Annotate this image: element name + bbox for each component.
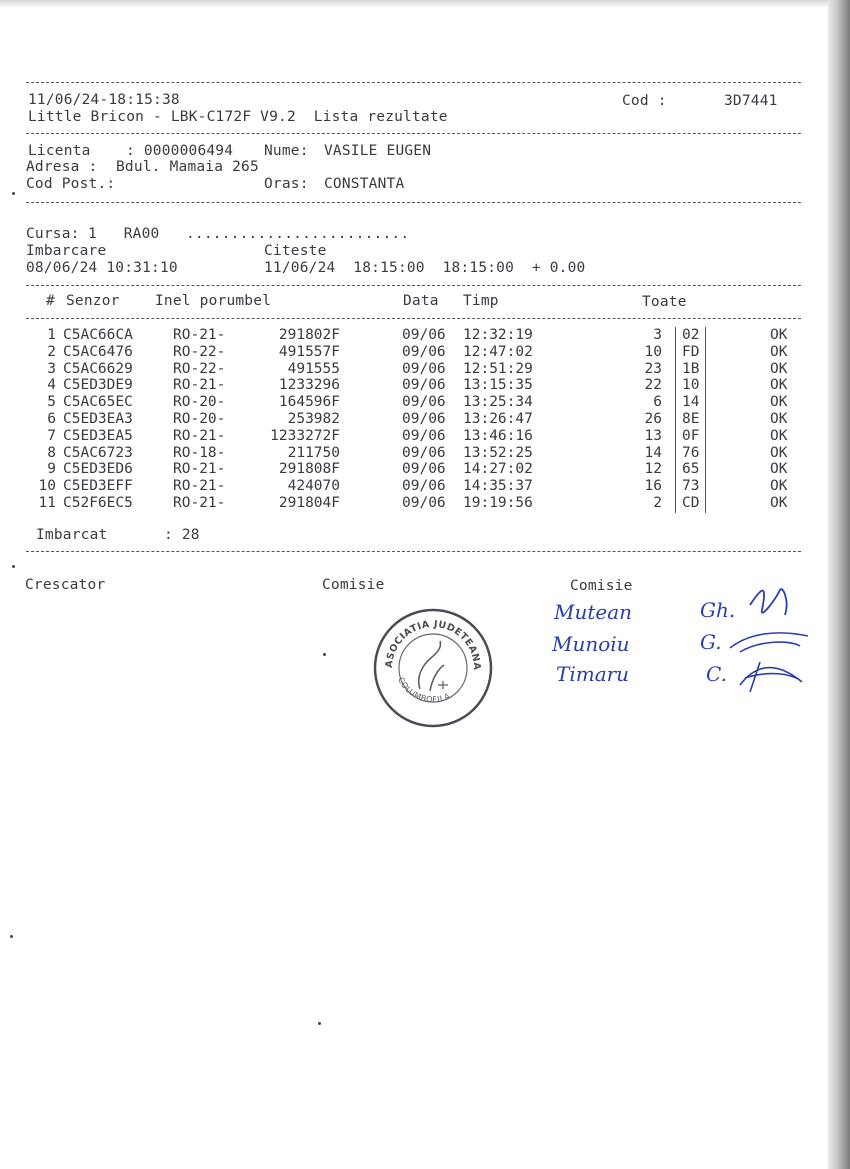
- row-number: 3: [47, 360, 56, 377]
- row-date: 09/06: [402, 427, 446, 444]
- row-senzor: C5AC6723: [63, 444, 133, 461]
- row-time: 13:52:25: [463, 444, 533, 461]
- row-number: 1: [47, 327, 56, 343]
- citeste-label: Citeste: [264, 243, 327, 259]
- row-time: 12:47:02: [463, 343, 533, 360]
- row-count: 3: [653, 327, 662, 343]
- row-senzor: C52F6EC5: [63, 495, 133, 511]
- imbarcare-label: Imbarcare: [26, 243, 107, 259]
- row-count: 16: [644, 478, 662, 495]
- nume-label: Nume:: [264, 143, 309, 159]
- table-row: [0, 428, 850, 445]
- row-senzor: C5AC6629: [63, 360, 133, 377]
- row-region: RO-18-: [173, 444, 226, 461]
- cursa-value: 1 RA00: [88, 226, 160, 242]
- imbarcat-label: Imbarcat: [36, 527, 108, 543]
- col-header-number: #: [46, 293, 55, 309]
- row-count: 6: [653, 394, 662, 411]
- row-time: 14:27:02: [463, 461, 533, 478]
- comisie-label-1: Comisie: [322, 577, 385, 593]
- row-date: 09/06: [402, 394, 446, 411]
- row-count: 2: [653, 495, 662, 511]
- row-date: 09/06: [402, 478, 446, 495]
- row-inel: 291804F: [278, 495, 340, 511]
- row-region: RO-22-: [173, 343, 226, 360]
- table-row: [0, 478, 850, 495]
- signature-initial-1: Gh.: [700, 598, 736, 622]
- comisie-label-2: Comisie: [570, 578, 633, 594]
- signature-name-3: Timaru: [556, 662, 630, 686]
- imbarcare-value: 08/06/24 10:31:10: [26, 260, 178, 276]
- row-date: 09/06: [402, 461, 446, 478]
- row-count: 14: [644, 444, 662, 461]
- row-code: 14: [682, 394, 700, 411]
- row-status: OK: [770, 495, 788, 511]
- row-inel: 424070: [287, 478, 340, 495]
- row-inel: 211750: [287, 444, 340, 461]
- table-row: [0, 495, 850, 512]
- table-row: [0, 327, 850, 344]
- row-number: 10: [38, 478, 56, 495]
- row-region: RO-21-: [173, 377, 226, 394]
- row-time: 13:15:35: [463, 377, 533, 394]
- separator-fancier: [26, 202, 801, 203]
- table-row: [0, 361, 850, 378]
- citeste-value: 11/06/24 18:15:00 18:15:00 + 0.00: [264, 260, 586, 276]
- row-status: OK: [770, 427, 788, 444]
- row-number: 5: [47, 394, 56, 411]
- row-number: 6: [47, 411, 56, 427]
- col-header-toate: Toate: [642, 294, 687, 310]
- licenta-label: Licenta: [28, 143, 91, 159]
- row-code: 76: [682, 444, 700, 461]
- table-row: [0, 377, 850, 394]
- row-senzor: C5AC65EC: [63, 394, 133, 411]
- report-datetime: 11/06/24-18:15:38: [28, 92, 180, 108]
- table-row: [0, 411, 850, 428]
- row-code: 8E: [682, 411, 700, 427]
- row-status: OK: [770, 343, 788, 360]
- row-code: 73: [682, 478, 700, 495]
- col-header-data: Data: [403, 293, 439, 309]
- row-inel: 253982: [287, 411, 340, 427]
- row-date: 09/06: [402, 343, 446, 360]
- separator-summary: [26, 551, 801, 552]
- signature-initial-2: G.: [700, 630, 722, 654]
- row-time: 12:32:19: [463, 327, 533, 343]
- scan-speck: [323, 653, 326, 656]
- row-senzor: C5AC66CA: [63, 327, 133, 343]
- row-region: RO-21-: [173, 461, 226, 478]
- cod-value: 3D7441: [724, 93, 778, 109]
- row-count: 23: [644, 360, 662, 377]
- oras-label: Oras:: [264, 176, 309, 192]
- licenta-value: : 0000006494: [126, 143, 234, 159]
- cursa-dots: .........................: [186, 226, 410, 242]
- row-senzor: C5ED3ED6: [63, 461, 133, 478]
- row-date: 09/06: [402, 377, 446, 394]
- row-time: 13:46:16: [463, 427, 533, 444]
- svg-text:COLUMBOFILA: COLUMBOFILA: [396, 675, 452, 705]
- row-region: RO-21-: [173, 478, 226, 495]
- row-status: OK: [770, 394, 788, 411]
- page-right-edge: [828, 0, 850, 1169]
- row-region: RO-21-: [173, 495, 226, 511]
- scan-speck: [12, 565, 15, 568]
- table-row: [0, 445, 850, 462]
- row-senzor: C5ED3EA3: [63, 411, 133, 427]
- separator-race: [26, 285, 801, 286]
- scan-speck: [10, 935, 13, 938]
- col-header-timp: Timp: [463, 293, 499, 309]
- row-date: 09/06: [402, 495, 446, 511]
- row-number: 2: [47, 343, 56, 360]
- cursa-label: Cursa:: [26, 226, 80, 242]
- row-inel: 291802F: [278, 327, 340, 343]
- row-status: OK: [770, 478, 788, 495]
- association-stamp: [372, 607, 494, 733]
- cod-label: Cod :: [622, 93, 667, 109]
- row-date: 09/06: [402, 411, 446, 427]
- row-senzor: C5AC6476: [63, 343, 133, 360]
- row-inel: 491557F: [278, 343, 340, 360]
- oras-value: CONSTANTA: [324, 176, 405, 192]
- row-time: 14:35:37: [463, 478, 533, 495]
- row-inel: 164596F: [278, 394, 340, 411]
- page-top-shadow: [0, 0, 850, 8]
- row-date: 09/06: [402, 327, 446, 343]
- row-senzor: C5ED3EA5: [63, 427, 133, 444]
- row-code: CD: [682, 495, 700, 511]
- row-code: 02: [682, 327, 700, 343]
- row-count: 22: [644, 377, 662, 394]
- row-number: 8: [47, 444, 56, 461]
- row-status: OK: [770, 327, 788, 343]
- row-date: 09/06: [402, 444, 446, 461]
- row-region: RO-21-: [173, 427, 226, 444]
- row-count: 13: [644, 427, 662, 444]
- row-region: RO-21-: [173, 327, 226, 343]
- row-time: 19:19:56: [463, 495, 533, 511]
- row-number: 11: [38, 495, 56, 511]
- signature-initial-3: C.: [706, 662, 727, 686]
- row-count: 26: [644, 411, 662, 427]
- separator-header: [26, 133, 801, 134]
- row-code: 0F: [682, 427, 700, 444]
- row-inel: 291808F: [278, 461, 340, 478]
- col-header-inel: Inel porumbel: [155, 293, 272, 309]
- cod-post-label: Cod Post.:: [26, 176, 116, 192]
- row-inel: 1233272F: [270, 427, 340, 444]
- signature-name-2: Munoiu: [552, 632, 630, 656]
- report-title: Little Bricon - LBK-C172F V9.2 Lista rezultate: [28, 109, 448, 125]
- row-senzor: C5ED3DE9: [63, 377, 133, 394]
- row-code: FD: [682, 343, 700, 360]
- signature-scribbles: [720, 570, 820, 700]
- row-number: 7: [47, 427, 56, 444]
- col-header-senzor: Senzor: [66, 293, 120, 309]
- crescator-label: Crescator: [25, 577, 106, 593]
- row-region: RO-20-: [173, 394, 226, 411]
- row-code: 1B: [682, 360, 700, 377]
- row-count: 10: [644, 343, 662, 360]
- row-senzor: C5ED3EFF: [63, 478, 133, 495]
- separator-top: [26, 82, 801, 83]
- row-number: 4: [47, 377, 56, 394]
- row-region: RO-20-: [173, 411, 226, 427]
- scan-speck: [318, 1022, 321, 1025]
- imbarcat-value: : 28: [164, 527, 200, 543]
- code-column-divider: [675, 327, 676, 513]
- table-row: [0, 394, 850, 411]
- row-time: 12:51:29: [463, 360, 533, 377]
- row-status: OK: [770, 444, 788, 461]
- row-count: 12: [644, 461, 662, 478]
- svg-text:ASOCIATIA JUDETEANA: ASOCIATIA JUDETEANA: [383, 618, 483, 671]
- row-time: 13:26:47: [463, 411, 533, 427]
- row-status: OK: [770, 411, 788, 427]
- row-time: 13:25:34: [463, 394, 533, 411]
- row-inel: 1233296: [278, 377, 340, 394]
- nume-value: VASILE EUGEN: [324, 143, 432, 159]
- row-number: 9: [47, 461, 56, 478]
- row-region: RO-22-: [173, 360, 226, 377]
- row-status: OK: [770, 377, 788, 394]
- row-date: 09/06: [402, 360, 446, 377]
- table-row: [0, 344, 850, 361]
- row-status: OK: [770, 461, 788, 478]
- code-column-divider-right: [705, 327, 706, 513]
- adresa-value: Bdul. Mamaia 265: [116, 159, 259, 175]
- separator-table-header: [26, 318, 801, 319]
- table-row: [0, 461, 850, 478]
- row-code: 10: [682, 377, 700, 394]
- adresa-label: Adresa :: [26, 159, 98, 175]
- row-inel: 491555: [287, 360, 340, 377]
- scan-speck: [12, 192, 15, 195]
- row-status: OK: [770, 360, 788, 377]
- signature-name-1: Mutean: [554, 600, 633, 624]
- row-code: 65: [682, 461, 700, 478]
